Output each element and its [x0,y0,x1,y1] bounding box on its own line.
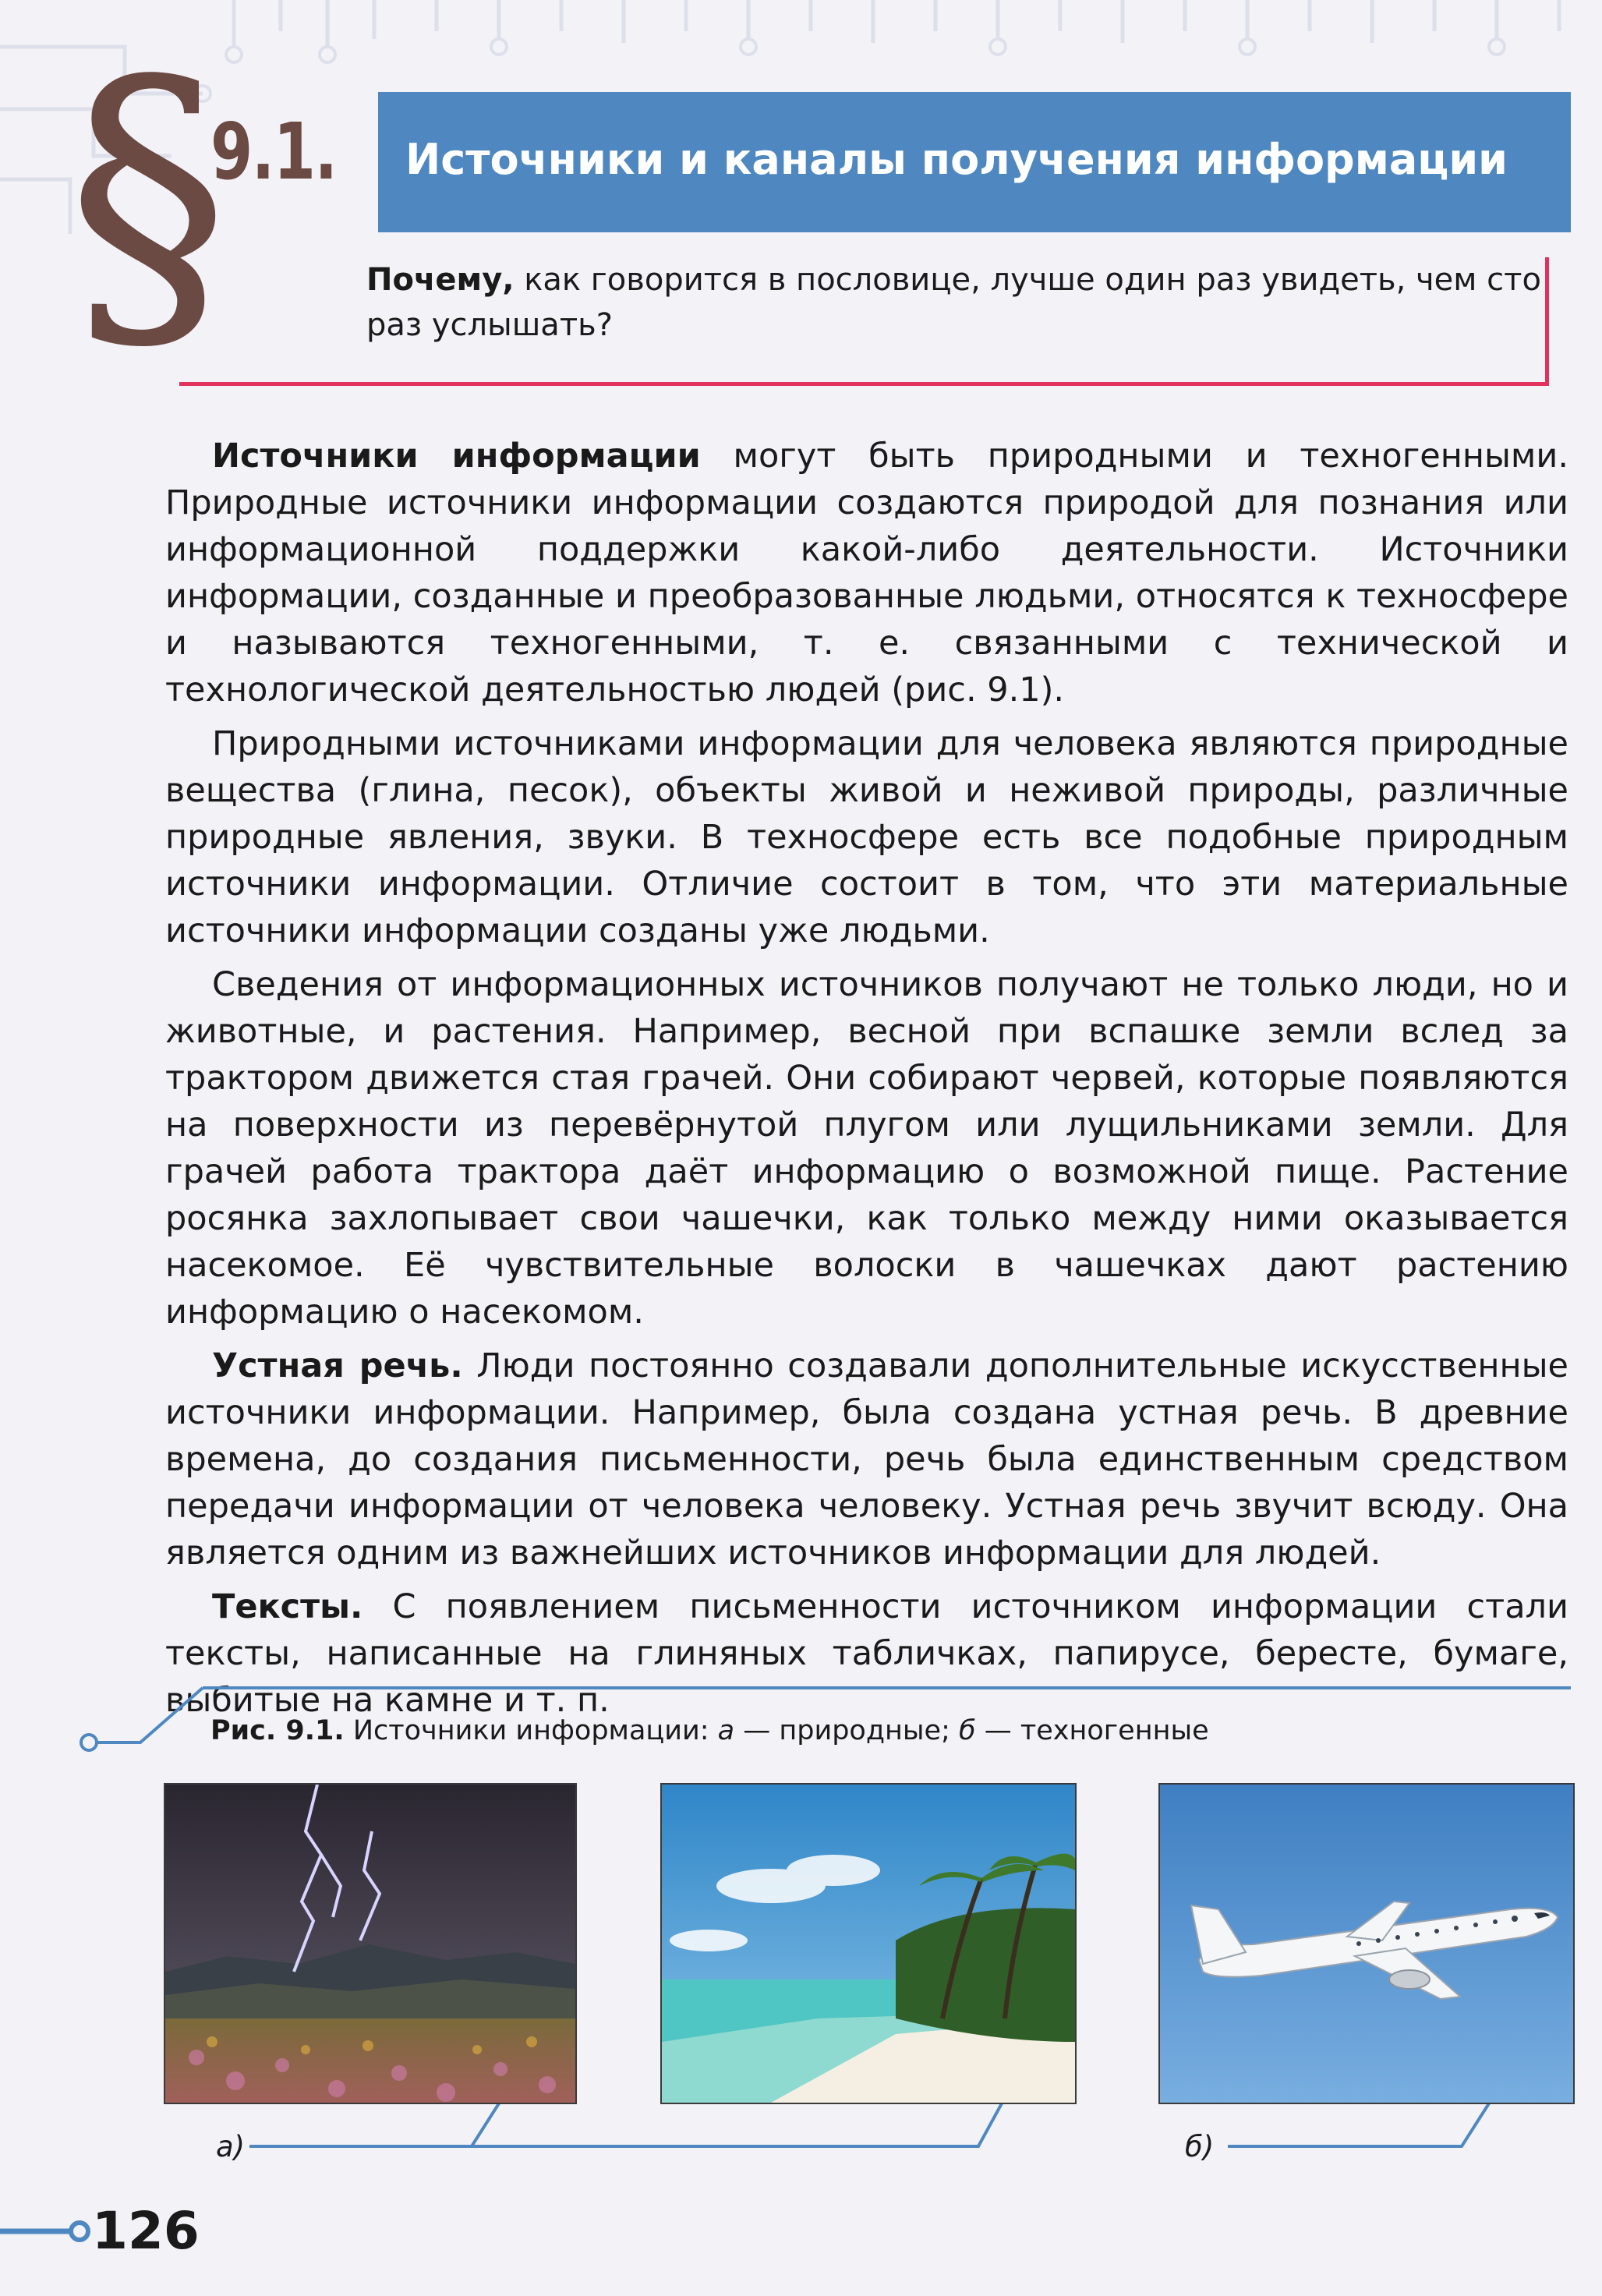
caption-label: Рис. 9.1. [210,1715,345,1746]
paragraph-animals [165,961,1568,1336]
paragraph-text: Люди постоянно создавали дополнительные искусственные источники информации. Например, была создана устная речь. В древние времена, до создания письменности, речь была единственным средством передачи информации от человека человеку. Устная речь звучит всюду. Она является одним из важнейших источников информации для людей. [165,1346,1568,1573]
paragraph-text: Сведения от информационных источников получают не только люди, но и животные, и растения. Например, весной при вспашке земли вслед за трактором движется стая грачей. Они собирают червей, которые появляются на поверхности из перевёрнутой плугом или лущильниками земли. Для грачей работа трактора даёт информацию о возможной пище. Растение росянка захлопывает свои чашечки, как только между ними оказывается насекомое. Её чувствительные волоски в чашечках дают растению информацию о насекомом. [165,965,1568,1332]
section-title: Источники и каналы получения информации [405,135,1508,184]
paragraph-text: могут быть природными и техногенными. Природные источники информации создаются природой для познания или информационной поддержки какой-либо деятельности. Источники информации, созданные и преобразованные людьми, относятся к техносфере и называются техногенными, т. е. связанными с технической и технологической деятельностью людей (рис. 9.1). [165,437,1568,709]
term-speech: Устная речь. [212,1346,463,1385]
section-symbol: § [66,12,230,393]
caption-text: — техногенные [975,1715,1209,1746]
beach-photo [660,1783,1077,2104]
paragraph-text: Природными источниками информации для человека являются природные вещества (глина, песок), объекты живой и неживой природы, различные природные явления, звуки. В техносфере есть все подобные природным источники информации. Отличие состоит в том, что эти материальные источники информации созданы уже людьми. [165,724,1568,950]
question-bold: Почему, [366,262,515,298]
caption-a: а [717,1715,735,1746]
paragraph-sources [165,433,1568,713]
section-number: 9.1. [210,106,337,197]
caption-b: б [959,1715,976,1746]
caption-text: — природные; [734,1715,960,1746]
question-rest: как говорится в пословице, лучше один раз увидеть, чем сто раз услышать? [366,262,1541,343]
page-number: 126 [92,2201,200,2261]
panel-label-a: а) [216,2130,246,2163]
question-text [366,257,1551,348]
airplane-photo [1158,1783,1575,2104]
caption-text: Источники информации: [344,1715,718,1746]
storm-photo [164,1783,577,2104]
panel-label-b: б) [1185,2130,1215,2163]
term-texts: Тексты. [212,1587,363,1626]
term-sources: Источники информации [212,437,701,476]
body-text [165,433,1568,1731]
paragraph-text: С появлением письменности источником информации стали тексты, написанные на глиняных табличках, папирусе, бересте, бумаге, выбитые на камне и т. п. [165,1587,1568,1720]
figure-caption [210,1711,1209,1750]
paragraph-natural [165,720,1568,954]
paragraph-speech [165,1343,1568,1576]
